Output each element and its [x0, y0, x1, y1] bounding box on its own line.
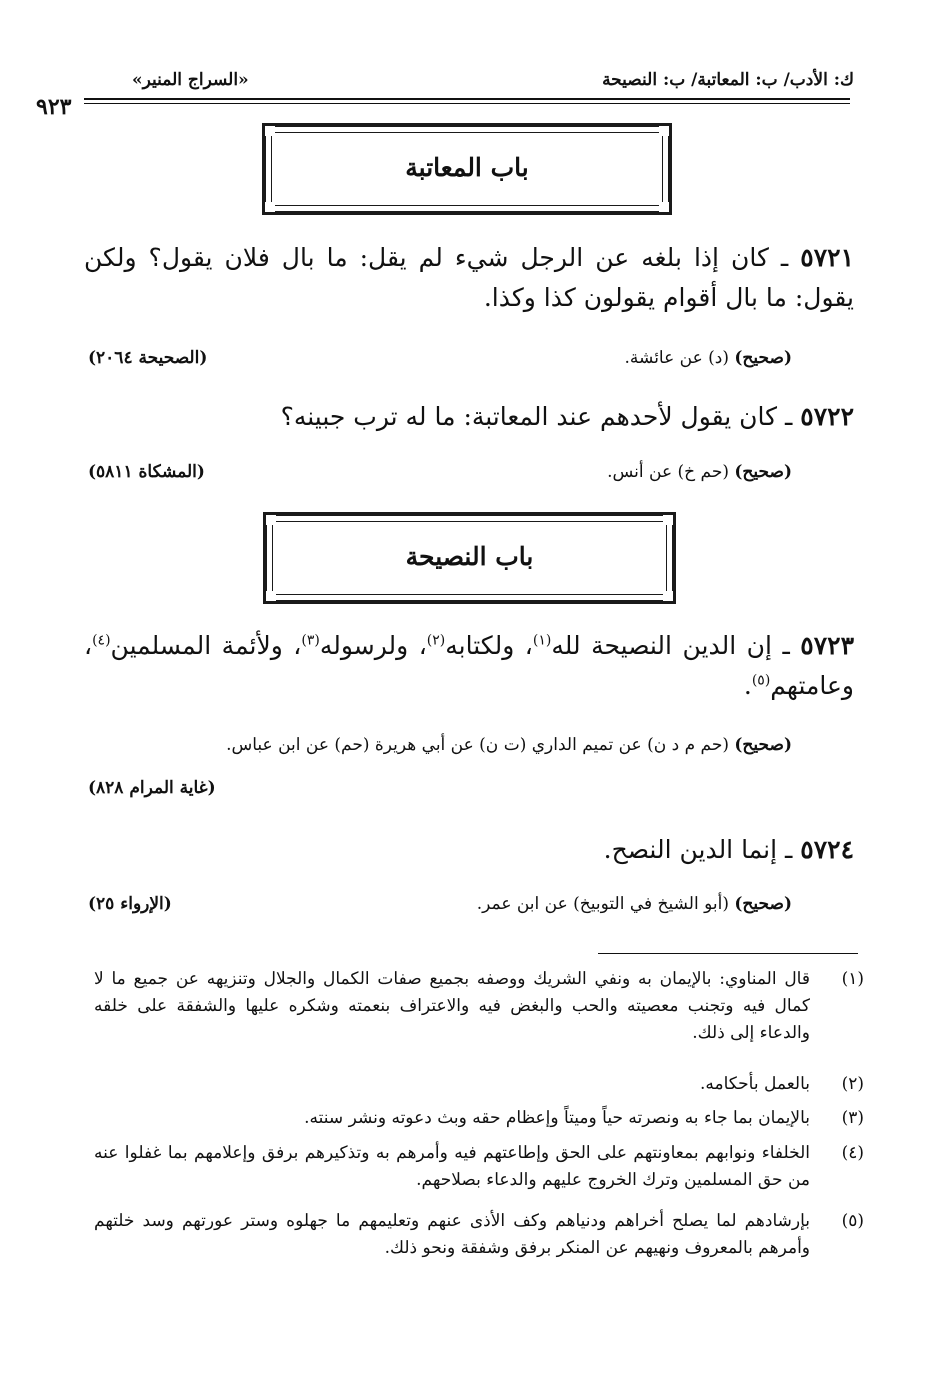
hadith-source: (المشكاة ٥٨١١): [88, 462, 205, 482]
footnote-5: [94, 1208, 864, 1264]
hadith-5721: ٥٧٢١ ـ كان إذا بلغه عن الرجل شيء لم يقل: ما بال فلان يقول؟ ولكن يقول: ما بال أقوام يقولون كذا وكذا.: [84, 243, 854, 312]
hadith-5724: ٥٧٢٤ ـ إنما الدين النصح.: [603, 835, 854, 864]
hadith-text: إنما الدين النصح.: [603, 835, 778, 864]
hadith-number: ٥٧٢٢: [800, 402, 854, 431]
chapter-frame-nasiha: [263, 512, 676, 604]
hadith-source: (الإرواء ٢٥): [88, 894, 172, 914]
footnote-text: بالإيمان بما جاء به ونصرته حياً وميتاً وإعظام حقه وبث دعوته ونشر سنته.: [304, 1108, 810, 1128]
chapter-title: باب المعاتبة: [405, 153, 529, 182]
footnote-2: [94, 1071, 864, 1099]
hadith-grade: (صحيح) (أبو الشيخ في التوبيخ) عن ابن عمر.: [476, 894, 792, 914]
hadith-source: (الصحيحة ٢٠٦٤): [88, 348, 208, 368]
footnote-1: [94, 966, 864, 1076]
footnote-number: (٤): [841, 1143, 864, 1163]
hadith-source: (غاية المرام ٨٢٨): [88, 778, 216, 798]
footnote-ref[interactable]: (٥): [751, 672, 771, 689]
book-title: «السراج المنير»: [132, 70, 249, 90]
footnote-text: بإرشادهم لما يصلح أخراهم ودنياهم وكف الأذى عنهم وتعليمهم ما جهلوه وستر عورتهم وسد خلتهم وأمرهم بالمعروف ونهيهم عن المنكر برفق وشفقة ونحو ذلك.: [94, 1211, 810, 1258]
chapter-path: ك: الأدب/ ب: المعاتبة/ ب: النصيحة: [602, 70, 854, 90]
hadith-text: كان يقول لأحدهم عند المعاتبة: ما له ترب جبينه؟: [280, 402, 778, 431]
chapter-title: باب النصيحة: [405, 542, 534, 571]
hadith-text-part: إن الدين النصيحة لله: [551, 631, 772, 660]
hadith-number: ٥٧٢٣: [800, 631, 854, 660]
hadith-grade: (صحيح) (د) عن عائشة.: [624, 348, 792, 368]
footnote-number: (٣): [841, 1108, 864, 1128]
footnote-ref[interactable]: (٢): [426, 632, 446, 649]
footnote-number: (١): [841, 969, 864, 989]
footnote-text: بالعمل بأحكامه.: [699, 1074, 810, 1094]
page-number: ٩٢٣: [36, 94, 72, 120]
hadith-5722: ٥٧٢٢ ـ كان يقول لأحدهم عند المعاتبة: ما له ترب جبينه؟: [280, 402, 854, 431]
hadith-5723: ٥٧٢٣ ـ إن الدين النصيحة لله$^{(١)}$، ولكتابه$^{(٢)}$، ولرسوله$^{(٣)}$، ولأئمة المسلمين$^{(٤)}$، وعامتهم$^{(٥)}$.: [84, 631, 854, 700]
footnote-ref[interactable]: (٣): [301, 632, 320, 649]
footnote-3: [94, 1105, 864, 1133]
hadith-grade: (صحيح) (حم خ) عن أنس.: [607, 462, 792, 482]
footnote-separator: [598, 953, 858, 954]
footnote-ref[interactable]: (١): [532, 632, 552, 649]
hadith-grade: (صحيح) (حم م د ن) عن تميم الداري (ت ن) عن أبي هريرة (حم) عن ابن عباس.: [226, 735, 792, 755]
header-rule-thin: [84, 103, 850, 104]
header-rule: [84, 98, 850, 100]
footnote-text: الخلفاء ونوابهم بمعاونتهم على الحق وإطاعتهم فيه وأمرهم به وتذكيرهم برفق وإعلامهم بما غفلوا عنه من حق المسلمين وترك الخروج عليهم والدعاء بصلاحهم.: [94, 1143, 810, 1190]
footnote-text: قال المناوي: بالإيمان به ونفي الشريك ووصفه بجميع صفات الكمال والجلال وتنزيهه عن جميع ما لا كمال فيه وتجنب معصيته والحب والبغض فيه والاعتراف بنعمته وشكره عليها والشفقة على خلقه والدعاء إلى ذلك.: [94, 969, 810, 1043]
footnote-number: (٢): [841, 1074, 864, 1094]
hadith-number: ٥٧٢٤: [800, 835, 854, 864]
hadith-text: كان إذا بلغه عن الرجل شيء لم يقل: ما بال فلان يقول؟ ولكن يقول: ما بال أقوام يقولون كذا وكذا.: [84, 243, 854, 312]
footnote-4: [94, 1140, 864, 1196]
hadith-number: ٥٧٢١: [800, 243, 854, 272]
footnote-number: (٥): [841, 1211, 864, 1231]
chapter-frame-muataba: [262, 123, 672, 215]
footnote-ref[interactable]: (٤): [92, 632, 111, 649]
